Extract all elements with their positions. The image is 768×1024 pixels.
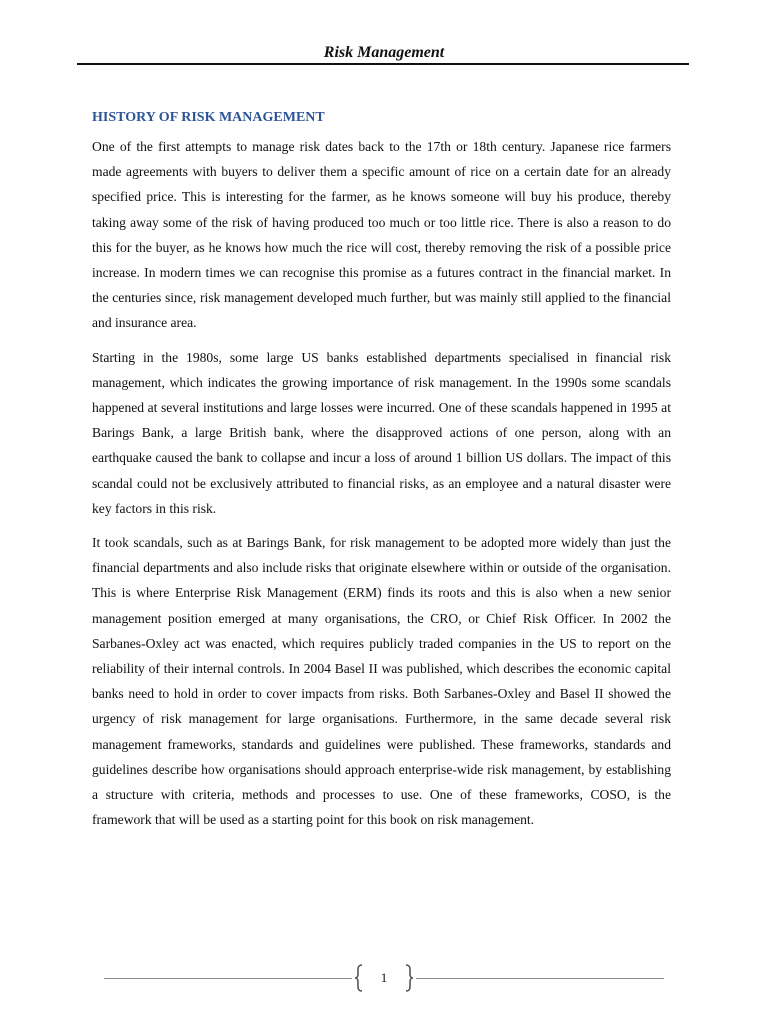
body-content: [92, 108, 671, 841]
paragraph: It took scandals, such as at Barings Bank, for risk management to be adopted more widely than just the financial departments and also include risks that originate elsewhere within or outside of the organisation. This is where Enterprise Risk Management (ERM) finds its roots and this is also when a new senior management position emerged at many organisations, the CRO, or Chief Risk Officer. In 2002 the Sarbanes-Oxley act was enacted, which requires publicly traded companies in the US to report on the reliability of their internal controls. In 2004 Basel II was published, which describes the economic capital banks need to hold in order to cover impacts from risks. Both Sarbanes-Oxley and Basel II showed the urgency of risk management for large organisations. Furthermore, in the same decade several risk management frameworks, standards and guidelines were published. These frameworks, standards and guidelines describe how organisations should approach enterprise-wide risk management, by establishing a structure with criteria, methods and processes to use. One of these frameworks, COSO, is the framework that will be used as a starting point for this book on risk management.: [92, 535, 671, 828]
paragraph: One of the first attempts to manage risk dates back to the 17th or 18th century. Japanese rice farmers made agreements with buyers to deliver them a specific amount of rice on a certain date for an already specified price. This is interesting for the farmer, as he knows someone will buy his produce, thereby taking away some of the risk of having produced too much or too little rice. There is also a reason to do this for the buyer, as he knows how much the rice will cost, thereby removing the risk of a possible price increase. In modern times we can recognise this promise as a futures contract in the financial market. In the centuries since, risk management developed much further, but was mainly still applied to the financial and insurance area.: [92, 139, 671, 331]
page-footer: [104, 964, 664, 994]
left-brace-icon: [354, 964, 364, 992]
section-heading: HISTORY OF RISK MANAGEMENT: [92, 110, 325, 125]
running-header-title: Risk Management: [323, 44, 445, 61]
paragraph: Starting in the 1980s, some large US banks established departments specialised in financial risk management, which indicates the growing importance of risk management. In the 1990s some scandals happened at several institutions and large losses were incurred. One of these scandals happened in 1995 at Barings Bank, a large British bank, where the disapproved actions of one person, along with an earthquake caused the bank to collapse and incur a loss of around 1 billion US dollars. The impact of this scandal could not be exclusively attributed to financial risks, as an employee and a natural disaster were key factors in this risk.: [92, 349, 671, 516]
footer-rule-right: [416, 978, 664, 979]
right-brace-icon: [404, 964, 414, 992]
page-number: 1: [380, 970, 388, 985]
footer-rule-left: [104, 978, 352, 979]
header-rule: [77, 63, 689, 65]
